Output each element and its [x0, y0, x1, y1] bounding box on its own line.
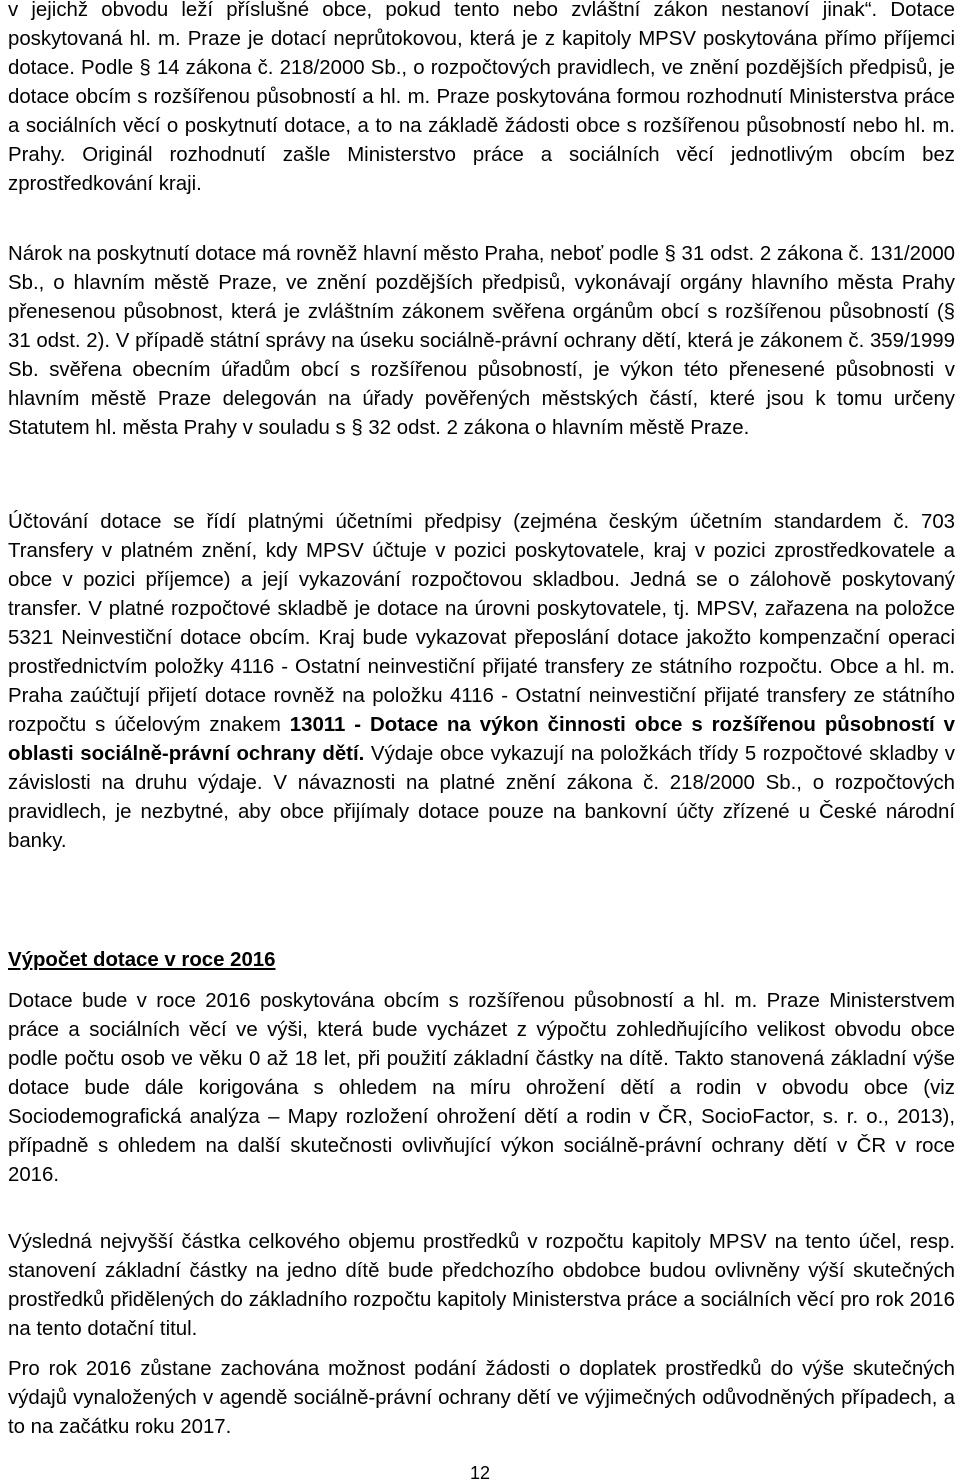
paragraph-narok-praha: Nárok na poskytnutí dotace má rovněž hlavní město Praha, neboť podle § 31 odst. 2 zákona č. 131/2000 Sb., o hlavním městě Praze, ve znění pozdějších předpisů, vykonávají orgány hlavního města Prahy přenesenou působnost, která je zvláštním zákonem svěřena orgánům obcí s rozšířenou působností (§ 31 odst. 2). V případě státní správy na úseku sociálně-právní ochrany dětí, která je zákonem č. 359/1999 Sb. svěřena obecním úřadům obcí s rozšířenou působností, je výkon této přenesené působnosti v hlavním městě Praze delegován na úřady pověřených městských částí, které jsou k tomu určeny Statutem hl. města Prahy v souladu s § 32 odst. 2 zákona o hlavním městě Praze. [8, 243, 955, 439]
bold-purpose-code: 13011 - Dotace na výkon činnosti obce s rozšířenou působností v oblasti sociálně-právní ochrany dětí. [8, 714, 955, 765]
page-number: 12 [469, 1463, 491, 1483]
paragraph-doplatek: Pro rok 2016 zůstane zachována možnost podání žádosti o doplatek prostředků do výše skutečných výdajů vynaložených v agendě sociálně-právní ochrany dětí ve výjimečných odůvodněných případech, a to na začátku roku 2017. [8, 1358, 955, 1438]
paragraph-uctovani-dotace [8, 508, 955, 856]
paragraph-text: Výdaje obce vykazují na položkách třídy 5 rozpočtové skladby v závislosti na druhu výdaje. V návaznosti na platné znění zákona č. 218/2000 Sb., o rozpočtových pravidlech, je nezbytné, aby obce přijímaly dotace pouze na bankovní účty zřízené u České národní banky. [8, 743, 955, 852]
paragraph-vysledna-castka: Výsledná nejvyšší částka celkového objemu prostředků v rozpočtu kapitoly MPSV na tento účel, resp. stanovení základní částky na jedno dítě bude předchozího obdobce budou ovlivněny výší skutečných prostředků přidělených do základního rozpočtu kapitoly Ministerstva práce a sociálních věcí pro rok 2016 na tento dotační titul. [8, 1231, 955, 1340]
paragraph-dotace-praha: v jejichž obvodu leží příslušné obce, pokud tento nebo zvláštní zákon nestanoví jinak“. Dotace poskytovaná hl. m. Praze je dotací neprůtokovou, která je z kapitoly MPSV poskytována přímo příjemci dotace. Podle § 14 zákona č. 218/2000 Sb., o rozpočtových pravidlech, ve znění pozdějších předpisů, je dotace obcím s rozšířenou působností a hl. m. Praze poskytována formou rozhodnutí Ministerstva práce a sociálních věcí o poskytnutí dotace, a to na základě žádosti obce s rozšířenou působností nebo hl. m. Prahy. Originál rozhodnutí zašle Ministerstvo práce a sociálních věcí jednotlivým obcím bez zprostředkování kraji. [8, 0, 955, 195]
paragraph-text: Účtování dotace se řídí platnými účetními předpisy (zejména českým účetním standardem č. 703 Transfery v platném znění, kdy MPSV účtuje v pozici poskytovatele, kraj v pozici zprostředkovatele a obce v pozici příjemce) a její vykazování rozpočtovou skladbou. Jedná se o zálohově poskytovaný transfer. V platné rozpočtové skladbě je dotace na úrovni poskytovatele, tj. MPSV, zařazena na položce 5321 Neinvestiční dotace obcím. Kraj bude vykazovat přeposlání dotace jakožto kompenzační operaci prostřednictvím položky 4116 - Ostatní neinvestiční přijaté transfery ze státního rozpočtu. Obce a hl. m. Praha zaúčtují přijetí dotace rovněž na položku 4116 - Ostatní neinvestiční přijaté transfery ze státního rozpočtu s účelovým znakem [8, 511, 955, 736]
paragraph-vypocet-dotace: Dotace bude v roce 2016 poskytována obcím s rozšířenou působností a hl. m. Praze Ministerstvem práce a sociálních věcí ve výši, která bude vycházet z výpočtu zohledňujícího velikost obvodu obce podle počtu osob ve věku 0 až 18 let, při použití základní částky na dítě. Takto stanovená základní výše dotace bude dále korigována s ohledem na míru ohrožení dětí a rodin v obvodu obce (viz Sociodemografická analýza – Mapy rozložení ohrožení dětí a rodin v ČR, SocioFactor, s. r. o., 2013), případně s ohledem na další skutečnosti ovlivňující výkon sociálně-právní ochrany dětí v ČR v roce 2016. [8, 990, 955, 1186]
section-heading: Výpočet dotace v roce 2016 [8, 949, 276, 971]
